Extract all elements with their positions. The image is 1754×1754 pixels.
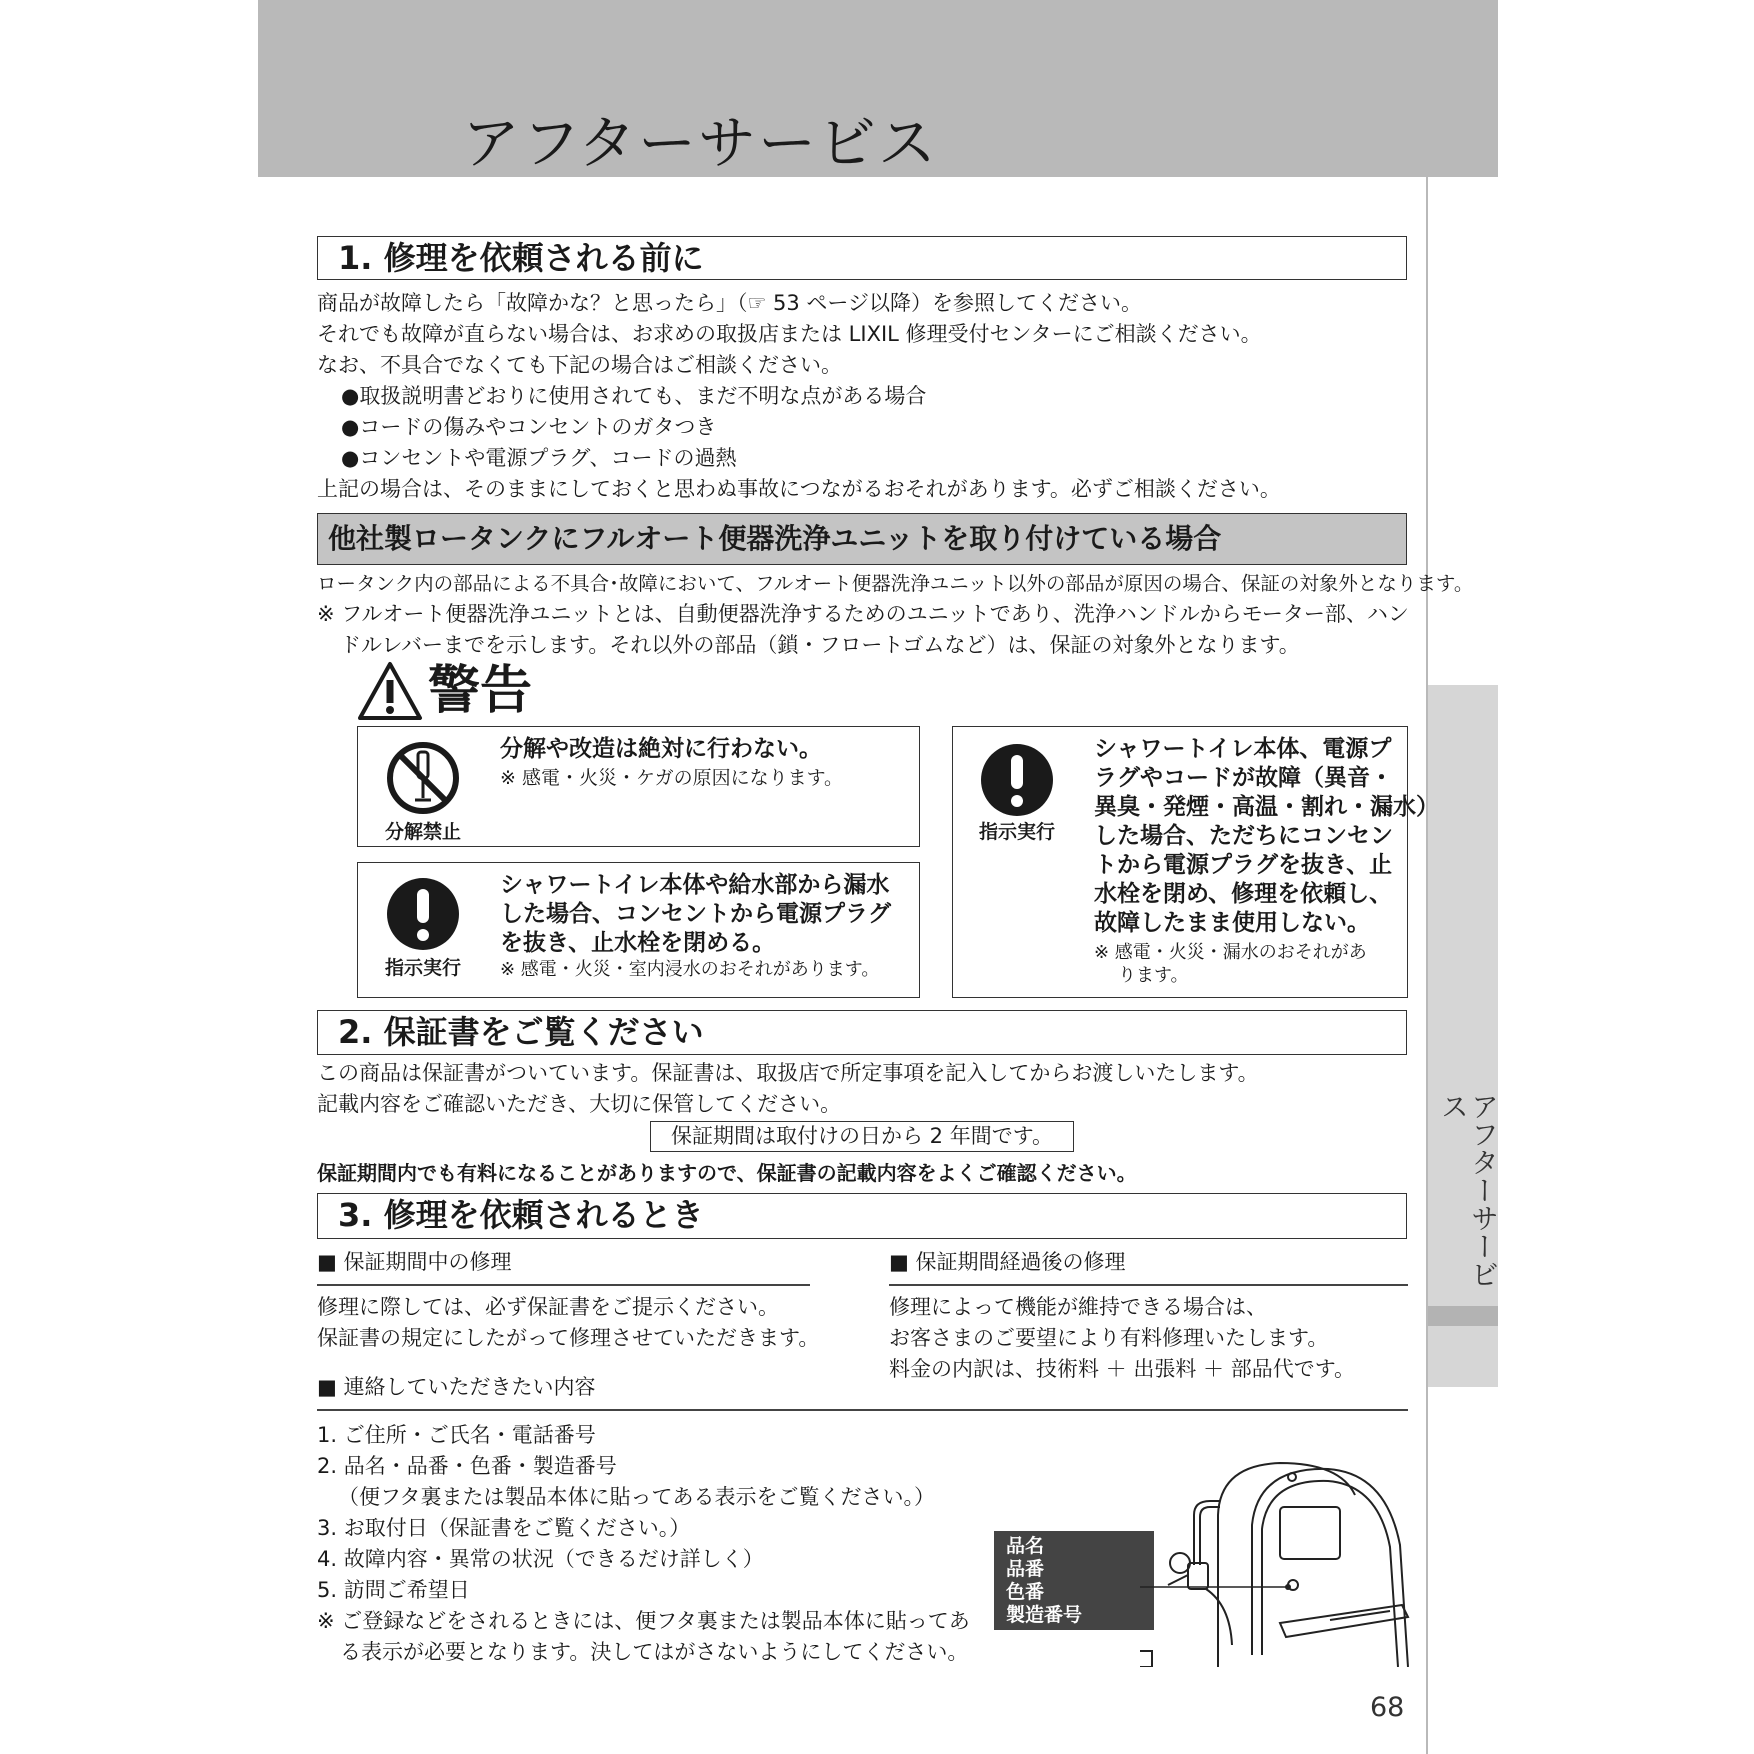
section1-bullet-2: ●コードの傷みやコンセントのガタつき: [341, 415, 717, 439]
other-tank-line-1: ロータンク内の部品による不具合･故障において、フルオート便器洗浄ユニット以外の部品が原因の場合、保証の対象外となります。: [317, 572, 1474, 595]
contact-item-2: 2. 品名・品番・色番・製造番号: [317, 1454, 617, 1478]
contact-item-2-note: （便フタ裏または製品本体に貼ってある表示をご覧ください。）: [338, 1485, 936, 1509]
warning-box2-title-3: を抜き、止水栓を閉める。: [500, 930, 776, 956]
section1-line-3: なお、不具合でなくても下記の場合はご相談ください。: [317, 353, 842, 377]
warranty-period-box: 保証期間は取付けの日から 2 年間です。: [650, 1121, 1074, 1152]
page-title: アフターサービス: [462, 109, 938, 177]
warning-box2-note: ※ 感電・火災・室内浸水のおそれがあります。: [500, 959, 880, 980]
warning-box1-title: 分解や改造は絶対に行わない。: [500, 736, 822, 762]
label-color-number: 色番: [1006, 1581, 1045, 1603]
section1-heading: 1. 修理を依頼される前に: [317, 236, 1407, 280]
section2-bold-note: 保証期間内でも有料になることがありますので、保証書の記載内容をよくご確認ください。: [317, 1161, 1137, 1185]
section2-line-1: この商品は保証書がついています。保証書は、取扱店で所定事項を記入してからお渡しいたします。: [317, 1061, 1259, 1085]
label-product-name: 品名: [1006, 1535, 1045, 1557]
section1-line-2: それでも故障が直らない場合は、お求めの取扱店または LIXIL 修理受付センターにご相談ください。: [317, 322, 1262, 346]
warning-box3-title-6: 水栓を閉め、修理を依頼し、: [1094, 881, 1393, 907]
warning-box1-note: ※ 感電・火災・ケガの原因になります。: [500, 767, 844, 789]
warning-box2-title-1: シャワートイレ本体や給水部から漏水: [500, 872, 890, 898]
post-warranty-line-1: 修理によって機能が維持できる場合は、: [889, 1295, 1267, 1319]
contact-item-5: 5. 訪問ご希望日: [317, 1578, 470, 1602]
divider: [889, 1284, 1408, 1286]
other-tank-line-3: ドルレバーまでを示します。それ以外の部品（鎖・フロートゴムなど）は、保証の対象外となります。: [340, 633, 1300, 657]
contact-note-1: ※ ご登録などをされるときには、便フタ裏または製品本体に貼ってあ: [317, 1609, 970, 1633]
divider: [317, 1284, 810, 1286]
warning-box3-note-1: ※ 感電・火災・漏水のおそれがあ: [1094, 942, 1367, 963]
warning-box2-title-2: した場合、コンセントから電源プラグ: [500, 901, 891, 927]
mandatory-action-icon: [979, 742, 1055, 818]
in-warranty-subheading: ■ 保証期間中の修理: [317, 1250, 512, 1274]
warning-box3-title-2: ラグやコードが故障（異音・: [1094, 765, 1393, 791]
warning-triangle-icon: [356, 660, 424, 722]
in-warranty-line-1: 修理に際しては、必ず保証書をご提示ください。: [317, 1295, 779, 1319]
section2-line-2: 記載内容をご確認いただき、大切に保管してください。: [317, 1092, 842, 1116]
section3-heading: 3. 修理を依頼されるとき: [317, 1193, 1407, 1239]
in-warranty-line-2: 保証書の規定にしたがって修理させていただきます。: [317, 1326, 820, 1350]
contact-subheading: ■ 連絡していただきたい内容: [317, 1375, 596, 1399]
warning-box3-title-5: トから電源プラグを抜き、止: [1094, 852, 1393, 878]
contact-item-1: 1. ご住所・ご氏名・電話番号: [317, 1423, 596, 1447]
warning-box3-title-1: シャワートイレ本体、電源プ: [1094, 736, 1392, 762]
icon-label-disassembly: 分解禁止: [384, 821, 461, 843]
section1-bullet-1: ●取扱説明書どおりに使用されても、まだ不明な点がある場合: [341, 384, 927, 408]
section1-line-1: 商品が故障したら「故障かな？と思ったら」（☞ 53 ページ以降）を参照してください。: [317, 291, 1142, 315]
warning-title: 警告: [428, 661, 533, 721]
other-tank-heading: 他社製ロータンクにフルオート便器洗浄ユニットを取り付けている場合: [317, 513, 1407, 565]
label-product-number: 品番: [1006, 1558, 1045, 1580]
side-tab-label: アフターサービス: [1437, 1092, 1500, 1288]
divider: [317, 1409, 1408, 1411]
icon-label-mandatory-1: 指示実行: [384, 957, 461, 979]
section1-closing: 上記の場合は、そのままにしておくと思わぬ事故につながるおそれがあります。必ずご相談ください。: [317, 477, 1281, 501]
contact-item-4: 4. 故障内容・異常の状況（できるだけ詳しく）: [317, 1547, 764, 1571]
mandatory-action-icon: [385, 876, 461, 952]
label-serial-number: 製造番号: [1006, 1604, 1083, 1626]
warning-box3-title-7: 故障したまま使用しない。: [1094, 910, 1370, 936]
side-tab-stripe: [1428, 1306, 1498, 1326]
contact-item-3: 3. お取付日（保証書をご覧ください。）: [317, 1516, 691, 1540]
post-warranty-line-3: 料金の内訳は、技術料 ＋ 出張料 ＋ 部品代です。: [889, 1357, 1356, 1381]
page-number: 68: [1370, 1692, 1405, 1723]
contact-note-2: る表示が必要となります。決してはがさないようにしてください。: [340, 1640, 969, 1664]
no-disassembly-icon: [385, 740, 461, 816]
post-warranty-line-2: お客さまのご要望により有料修理いたします。: [889, 1326, 1329, 1350]
post-warranty-subheading: ■ 保証期間経過後の修理: [889, 1250, 1126, 1274]
section1-bullet-3: ●コンセントや電源プラグ、コードの過熱: [341, 446, 737, 470]
section2-heading: 2. 保証書をご覧ください: [317, 1010, 1407, 1055]
warning-box3-title-4: した場合、ただちにコンセン: [1094, 823, 1393, 849]
other-tank-line-2: ※ フルオート便器洗浄ユニットとは、自動便器洗浄するためのユニットであり、洗浄ハンドルからモーター部、ハン: [317, 602, 1409, 626]
warning-box3-title-3: 異臭・発煙・高温・割れ・漏水）: [1094, 794, 1439, 820]
product-label-panel: [994, 1531, 1154, 1630]
warning-box3-note-2: ります。: [1118, 965, 1189, 986]
toilet-illustration: [1140, 1455, 1410, 1667]
icon-label-mandatory-2: 指示実行: [978, 821, 1055, 843]
